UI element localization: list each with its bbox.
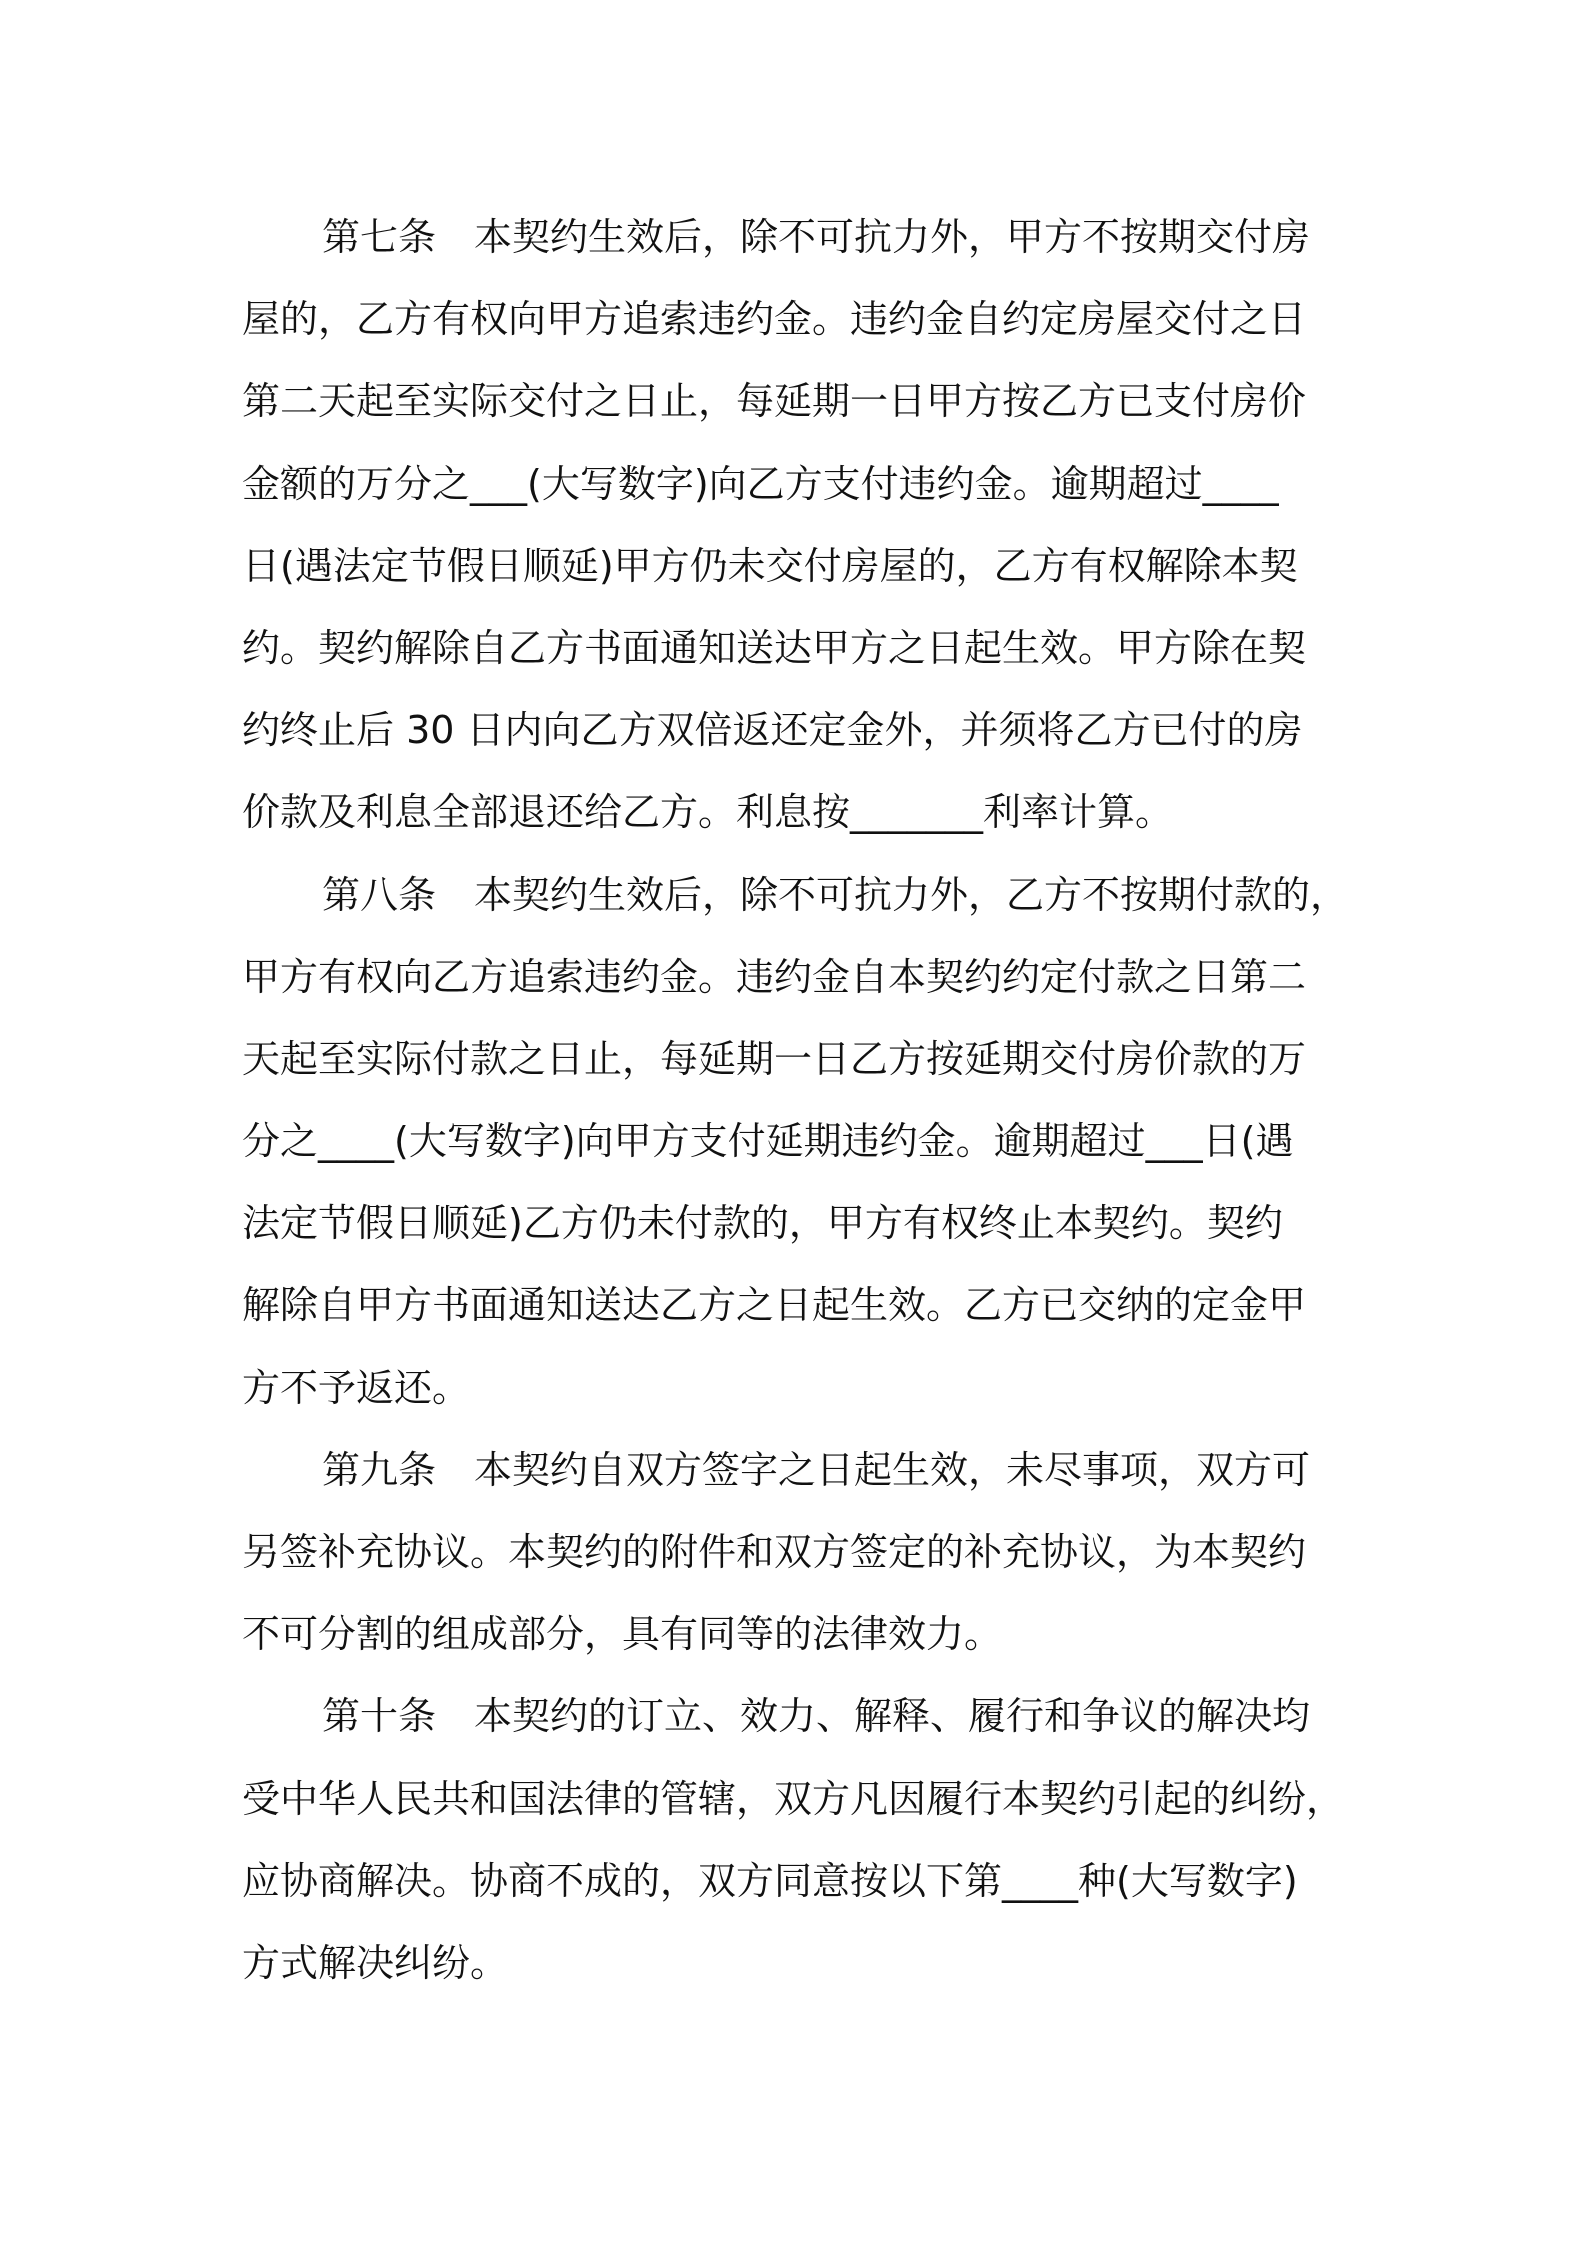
- article-7-line-3: 第二天起至实际交付之日止，每延期一日甲方按乙方已支付房价: [242, 379, 1307, 424]
- article-9-line-3: 不可分割的组成部分，具有同等的法律效力。: [242, 1612, 1003, 1657]
- article-7: [242, 196, 1348, 854]
- article-8: [242, 854, 1348, 1429]
- article-9-line-2: 另签补充协议。本契约的附件和双方签定的补充协议，为本契约: [242, 1530, 1307, 1574]
- article-7-heading: 第七条: [322, 215, 437, 259]
- article-8-heading: 第八条: [322, 872, 437, 917]
- article-8-line-5: 法定节假日顺延)乙方仍未付款的，甲方有权终止本契约。契约: [242, 1201, 1283, 1246]
- article-10-heading: 第十条: [322, 1694, 437, 1739]
- contract-body: [242, 196, 1348, 2004]
- article-8-line-2: 甲方有权向乙方追索违约金。违约金自本契约约定付款之日第二: [242, 954, 1307, 999]
- article-10: [242, 1675, 1348, 2004]
- article-10-line-1: 第十条 本契约的订立、效力、解释、履行和争议的解决均: [242, 1675, 1348, 1757]
- article-7-line-4: 金额的万分之___(大写数字)向乙方支付违约金。逾期超过____: [242, 461, 1279, 506]
- article-10-line-4: 方式解决纠纷。: [242, 1940, 509, 1985]
- article-10-line-3: 应协商解决。协商不成的，双方同意按以下第____种(大写数字): [242, 1858, 1298, 1903]
- article-8-line-3: 天起至实际付款之日止，每延期一日乙方按延期交付房价款的万: [242, 1036, 1307, 1081]
- article-9-heading: 第九条: [322, 1447, 437, 1492]
- article-9-line-1: 第九条 本契约自双方签字之日起生效，未尽事项，双方可: [242, 1429, 1348, 1511]
- article-7-line-7: 约终止后 30 日内向乙方双倍返还定金外，并须将乙方已付的房: [242, 708, 1303, 753]
- article-9: [242, 1429, 1348, 1676]
- article-7-line-1: 第七条 本契约生效后，除不可抗力外，甲方不按期交付房: [242, 196, 1348, 278]
- article-8-line-1: 第八条 本契约生效后，除不可抗力外，乙方不按期付款的，: [242, 854, 1348, 936]
- article-10-line-2: 受中华人民共和国法律的管辖，双方凡因履行本契约引起的纠纷，: [242, 1776, 1345, 1821]
- article-8-line-4: 分之____(大写数字)向甲方支付延期违约金。逾期超过___日(遇: [242, 1119, 1294, 1164]
- article-7-line-8: 价款及利息全部退还给乙方。利息按_______利率计算。: [242, 790, 1174, 835]
- article-7-line-6: 约。契约解除自乙方书面通知送达甲方之日起生效。甲方除在契: [242, 625, 1307, 670]
- article-8-line-6: 解除自甲方书面通知送达乙方之日起生效。乙方已交纳的定金甲: [242, 1283, 1307, 1328]
- article-8-line-7: 方不予返还。: [242, 1365, 471, 1410]
- article-7-line-2: 屋的，乙方有权向甲方追索违约金。违约金自约定房屋交付之日: [242, 297, 1307, 342]
- article-7-line-5: 日(遇法定节假日顺延)甲方仍未交付房屋的，乙方有权解除本契: [242, 543, 1298, 588]
